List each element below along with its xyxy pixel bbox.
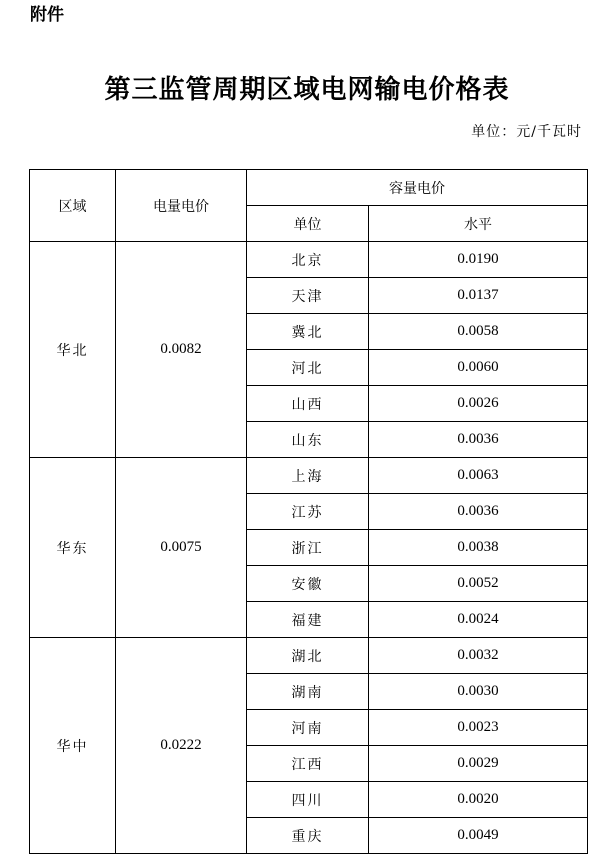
document-title: 第三监管周期区域电网输电价格表 [104, 75, 510, 105]
region-cell: 华东 [30, 458, 116, 638]
unit-cell: 安徽 [247, 566, 369, 602]
level-cell: 0.0032 [369, 638, 588, 674]
header-unit: 单位 [247, 206, 369, 242]
unit-cell: 浙江 [247, 530, 369, 566]
attachment-label: 附件 [30, 5, 64, 25]
level-cell: 0.0030 [369, 674, 588, 710]
region-cell: 华北 [30, 242, 116, 458]
price-table [29, 169, 588, 854]
unit-cell: 北京 [247, 242, 369, 278]
unit-cell: 河北 [247, 350, 369, 386]
table-header-row [30, 170, 588, 206]
unit-cell: 四川 [247, 782, 369, 818]
table-row [30, 242, 588, 278]
energy-price-cell: 0.0082 [116, 242, 247, 458]
unit-cell: 山东 [247, 422, 369, 458]
level-cell: 0.0052 [369, 566, 588, 602]
level-cell: 0.0058 [369, 314, 588, 350]
unit-cell: 河南 [247, 710, 369, 746]
table-row [30, 638, 588, 674]
level-cell: 0.0036 [369, 422, 588, 458]
table-row [30, 458, 588, 494]
header-capacity-price: 容量电价 [247, 170, 588, 206]
unit-cell: 重庆 [247, 818, 369, 854]
unit-cell: 上海 [247, 458, 369, 494]
header-level: 水平 [369, 206, 588, 242]
header-region: 区域 [30, 170, 116, 242]
energy-price-cell: 0.0075 [116, 458, 247, 638]
unit-cell: 山西 [247, 386, 369, 422]
unit-cell: 湖南 [247, 674, 369, 710]
level-cell: 0.0190 [369, 242, 588, 278]
unit-note: 单位：元/千瓦时 [471, 124, 582, 140]
level-cell: 0.0063 [369, 458, 588, 494]
level-cell: 0.0023 [369, 710, 588, 746]
unit-cell: 江西 [247, 746, 369, 782]
level-cell: 0.0020 [369, 782, 588, 818]
energy-price-cell: 0.0222 [116, 638, 247, 854]
unit-cell: 福建 [247, 602, 369, 638]
table-body [30, 242, 588, 854]
level-cell: 0.0029 [369, 746, 588, 782]
level-cell: 0.0026 [369, 386, 588, 422]
region-cell: 华中 [30, 638, 116, 854]
level-cell: 0.0024 [369, 602, 588, 638]
unit-cell: 江苏 [247, 494, 369, 530]
level-cell: 0.0038 [369, 530, 588, 566]
level-cell: 0.0060 [369, 350, 588, 386]
unit-cell: 天津 [247, 278, 369, 314]
level-cell: 0.0036 [369, 494, 588, 530]
level-cell: 0.0049 [369, 818, 588, 854]
unit-cell: 湖北 [247, 638, 369, 674]
header-energy-price: 电量电价 [116, 170, 247, 242]
level-cell: 0.0137 [369, 278, 588, 314]
unit-cell: 冀北 [247, 314, 369, 350]
